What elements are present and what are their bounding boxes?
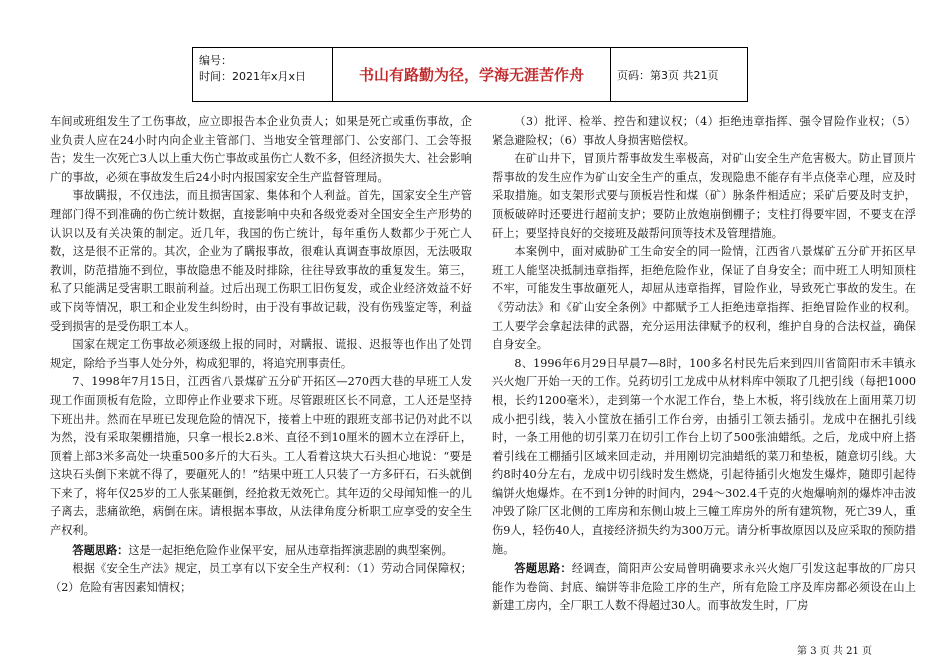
header-motto: 书山有路勤为径，学海无涯苦作舟 xyxy=(333,48,611,101)
header-page-number: 页码：第3页 共21页 xyxy=(617,68,719,82)
paragraph-text: （3）批评、检举、控告和建议权；（4）拒绝违章指挥、强令冒险作业权；（5）紧急避险权；（6）事故人身损害赔偿权。 xyxy=(492,115,916,147)
paragraph xyxy=(50,373,472,540)
page-header xyxy=(192,47,748,102)
paragraph-text: 经调查，简阳声公安局曾明确要求永兴火炮厂引发这起事故的厂房只能作为卷筒、封底、编饼等非危险工序的生产，所有危险工序及库房都必须设在山上新建工房内，全厂职工人数不得超过30人。而事故发生时，厂房 xyxy=(492,562,916,613)
document-code-label: 编号： xyxy=(199,54,232,67)
paragraph xyxy=(50,541,472,561)
header-meta xyxy=(193,48,333,101)
paragraph-text: 在矿山井下，冒顶片帮事故发生率极高，对矿山安全生产危害极大。防止冒顶片帮事故的发生应作为矿山安全生产的重点，发现隐患不能存有半点侥幸心理，应及时采取措施。如支架形式要与顶板岩性和煤（矿）脉条件相适应；采矿后要及时支护，顶板破碎时还要进行超前支护；要防止放炮崩倒棚子；支柱打得要牢固，不要支在浮矸上；要坚持良好的交接班及敲帮问顶等技术及管理措施。 xyxy=(492,152,916,240)
paragraph-text: 8、1996年6月29日早晨7—8时，100多名村民先后来到四川省简阳市禾丰镇永兴火炮厂开始一天的工作。兑药切引工龙成中从材料库中领取了几把引线（每把1000根，长约1200毫米），走到第一个水泥工作台，垫上木板，将引线放在上面用菜刀切成小把引线，装入小筐放在插引工作台旁，由插引工领去插引。龙成中在捆扎引线时，一条工用他的切引菜刀在切引工作台上切了500张油蜡纸。之后，龙成中府上搭着引线在工棚插引区域来回走动，并用刚切完油蜡纸的菜刀和垫板，随意切引线。大约8时40分左右，龙成中切引线时发生燃烧，引起待插引火炮发生爆炸，随即引起待编饼火炮爆炸。在不到1分钟的时间内，294～302.4千克的火炮爆响剂的爆炸冲击波冲毁了除厂区北侧的工库房和东侧山坡上三幢工库房外的所有建筑物，死亡39人，重伤9人，轻伤40人，直接经济损失约为300万元。请分析事故原因以及应采取的预防措施。 xyxy=(492,356,916,556)
right-text-column xyxy=(492,113,916,616)
paragraph-text: 7、1998年7月15日，江西省八景煤矿五分矿开拓区—270西大巷的早班工人发现工作面顶板有危险，立即停止作业要求下班。尽管跟班区长不同意，工人还是坚持下班出井。然而在早班已发现危险的情况下，接着上中班的跟班支部书记仍对此不以为然，没有采取架棚措施，只拿一根长2.8米、直径不到10厘米的圆木立在浮矸上，顶着上部3米多高处一块重500多斤的大石头。工人看着这块大石头担心地说：“要是这块石头倒下来就不得了，要砸死人的！”结果中班工人只装了一方多矸石，石头就倒下来了，将年仅25岁的工人张某砸倒，经抢救无效死亡。其年迈的父母闻知惟一的儿子离去，悲痛欲绝，病倒在床。请根据本事故，从法律角度分析职工应享受的安全生产权利。 xyxy=(50,375,472,538)
paragraph xyxy=(492,150,916,243)
paragraph xyxy=(492,243,916,355)
paragraph-text: 根据《安全生产法》规定，员工享有以下安全生产权利：（1）劳动合同保障权；（2）危险有害因素知情权； xyxy=(50,562,472,594)
document-time-label: 时间：2021年x月x日 xyxy=(199,70,307,83)
paragraph xyxy=(492,355,916,560)
paragraph xyxy=(50,336,472,373)
page-footer: 第 3 页 共 21 页 xyxy=(797,646,872,657)
paragraph-text: 车间或班组发生了工伤事故，应立即报告本企业负责人；如果是死亡或重伤事故，企业负责人应在24小时内向企业主管部门、当地安全管理部门、公安部门、工会等报告；发生一次死亡3人以上重大伤亡事故或虽伤亡人数不多，但经济损失大、社会影响广的事故，必须在事故发生后24小时内报国家安全生产监督管理局。 xyxy=(50,115,472,184)
paragraph xyxy=(50,113,472,187)
answer-label: 答题思路： xyxy=(514,561,572,576)
paragraph xyxy=(492,113,916,150)
paragraph xyxy=(50,187,472,336)
paragraph xyxy=(492,559,916,616)
paragraph-text: 事故瞒报，不仅违法，而且损害国家、集体和个人利益。首先，国家安全生产管理部门得不到准确的伤亡统计数据，直接影响中央和各级党委对全国安全生产形势的认识以及有关决策的制定。近几年，我国的伤亡统计，每年重伤人数都少于死亡人数，这是很不正常的。其次，企业为了瞒报事故，很难认真调查事故原因，无法吸取教训，防范措施不到位，事故隐患不能及时排除，往往导致事故的重复发生。第三，私了只能满足受害职工眼前利益。过后出现工伤职工旧伤复发，或企业经济效益不好或下岗等情况，职工和企业发生纠纷时，由于没有事故记载，没有伤残鉴定等，利益受到损害的是受伤职工本人。 xyxy=(50,189,472,333)
answer-label: 答题思路： xyxy=(72,542,129,557)
paragraph-text: 本案例中，面对威胁矿工生命安全的同一险情，江西省八景煤矿五分矿开拓区早班工人能坚决抵制违章指挥，拒绝危险作业，保证了自身安全；而中班工人明知顶柱不牢，可能发生事故砸死人，却屈从违章指挥，冒险作业，导致死亡事故的发生。在《劳动法》和《矿山安全条例》中都赋予工人拒绝违章指挥、拒绝冒险作业的权利。工人要学会拿起法律的武器，充分运用法律赋予的权利，维护自身的合法权益，确保自身安全。 xyxy=(492,245,916,352)
left-text-column xyxy=(50,113,472,597)
paragraph-text: 这是一起拒绝危险作业保平安，屈从违章指挥演悲剧的典型案例。 xyxy=(128,543,453,557)
paragraph xyxy=(50,560,472,597)
paragraph-text: 国家在规定工伤事故必须逐级上报的同时，对瞒报、谎报、迟报等也作出了处罚规定，除给予当事人处分外，构成犯罪的，将追究刑事责任。 xyxy=(50,338,472,370)
